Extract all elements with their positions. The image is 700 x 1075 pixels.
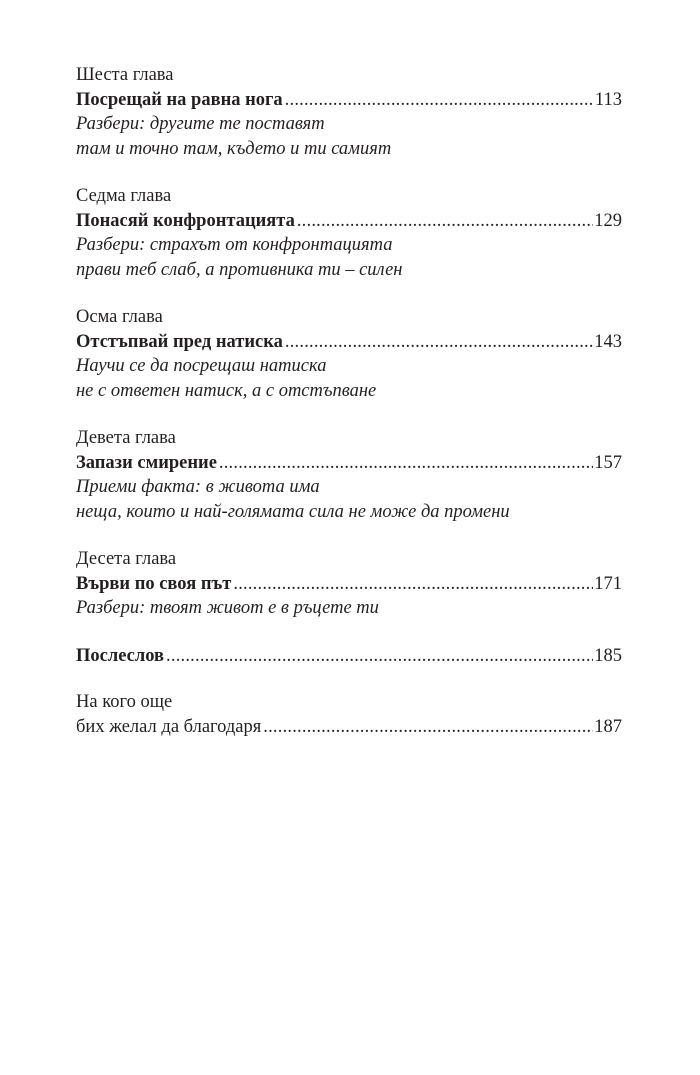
page-number: 157 [594,452,622,473]
toc-entry-chapter-8 [76,305,622,403]
chapter-label: Седма глава [76,186,172,206]
acknowledgements-title-line: бих желал да благодаря [76,716,262,737]
chapter-title: Отстъпвай пред натиска [76,331,283,352]
page-number: 143 [594,331,622,352]
toc-title-row[interactable] [76,644,622,669]
toc-entry-chapter-10 [76,547,622,621]
dot-leader [219,451,593,476]
toc-title-row[interactable] [76,209,622,234]
chapter-title: Върви по своя път [76,573,232,594]
toc-entry-afterword [76,644,622,669]
page-number: 129 [594,210,622,231]
chapter-label: Осма глава [76,307,163,327]
chapter-subtitle-line: прави теб слаб, а противника ти – силен [76,259,403,280]
afterword-title: Послеслов [76,645,165,666]
toc-title-row[interactable] [76,330,622,355]
chapter-subtitle-line: там и точно там, където и ти самият [76,138,392,159]
toc-title-row[interactable] [76,715,622,740]
table-of-contents [76,63,622,761]
dot-leader [285,330,593,355]
toc-entry-chapter-9 [76,426,622,524]
toc-entry-chapter-6 [76,63,622,161]
toc-title-row[interactable] [76,451,622,476]
chapter-subtitle-line: не с ответен натиск, а с отстъпване [76,380,377,401]
chapter-label: Шеста глава [76,65,174,85]
dot-leader [233,572,593,597]
page-number: 187 [594,716,622,737]
page-number: 113 [594,89,622,110]
dot-leader [263,715,593,740]
chapter-subtitle-line: Разбери: страхът от конфронтацията [76,235,393,255]
page-number: 185 [594,645,622,666]
dot-leader [297,209,593,234]
page-number: 171 [594,573,622,594]
chapter-subtitle-line: неща, които и най-голямата сила не може да промени [76,501,510,522]
chapter-title: Запази смирение [76,452,217,473]
acknowledgements-title-line: На кого още [76,692,173,712]
dot-leader [166,644,593,669]
dot-leader [285,88,594,113]
toc-entry-acknowledgements [76,690,622,739]
chapter-title: Понасяй конфронтацията [76,210,295,231]
chapter-label: Десета глава [76,549,177,569]
toc-title-row[interactable] [76,572,622,597]
chapter-subtitle-line: Научи се да посрещаш натиска [76,356,327,376]
chapter-subtitle-line: Разбери: твоят живот е в ръцете ти [76,598,379,618]
toc-entry-chapter-7 [76,184,622,282]
chapter-label: Девета глава [76,428,176,448]
chapter-subtitle-line: Приеми факта: в живота има [76,477,320,497]
toc-title-row[interactable] [76,88,622,113]
chapter-subtitle-line: Разбери: другите те поставят [76,114,325,134]
chapter-title: Посрещай на равна нога [76,89,283,110]
